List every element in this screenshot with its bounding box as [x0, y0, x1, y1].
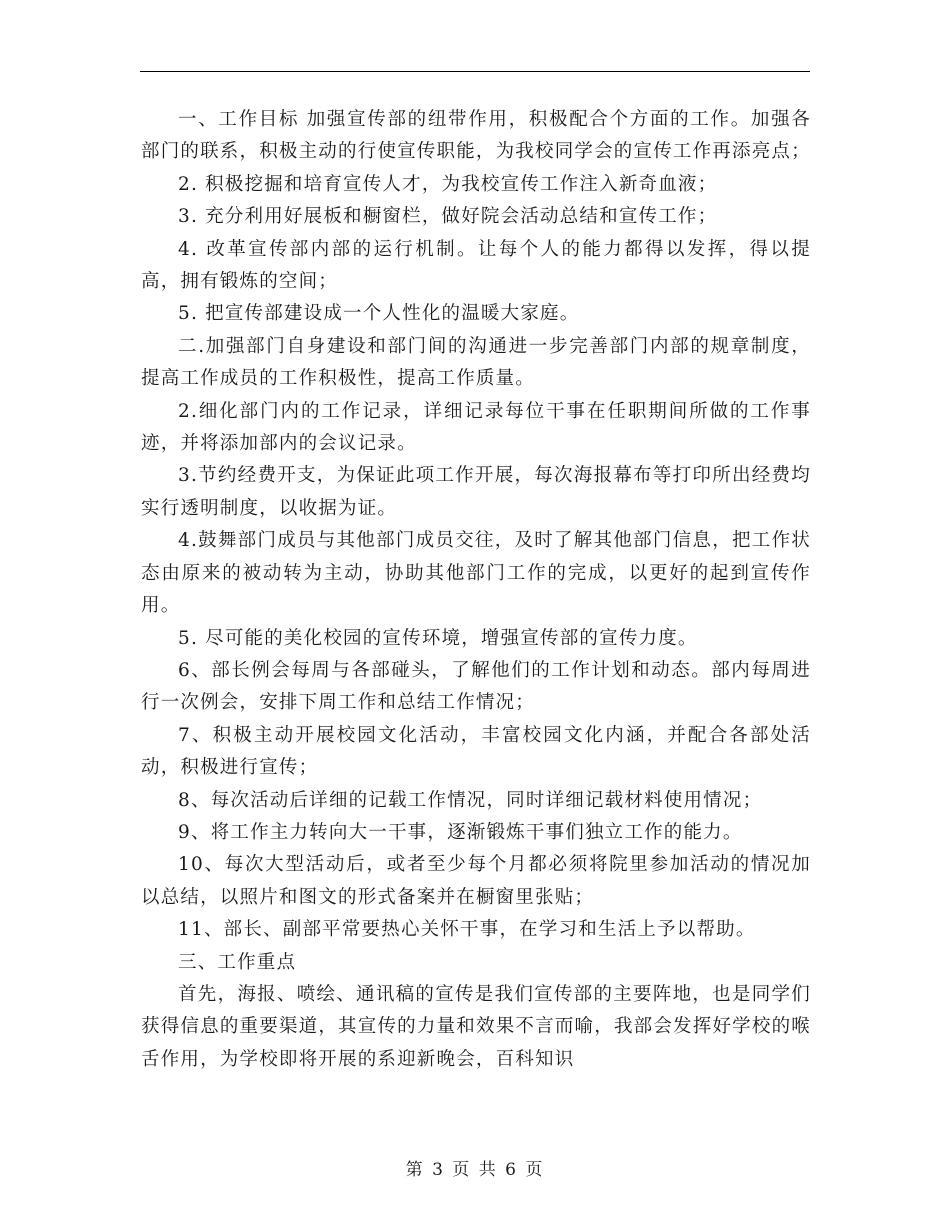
- page-footer: [0, 1155, 950, 1180]
- paragraph-item: 7、积极主动开展校园文化活动，丰富校园文化内涵，并配合各部处活动，积极进行宣传；: [141, 724, 811, 779]
- paragraph-item: 11、部长、副部平常要热心关怀干事，在学习和生活上予以帮助。: [178, 919, 756, 941]
- footer-prefix: 第: [405, 1160, 425, 1180]
- footer-suffix: 页: [525, 1160, 545, 1180]
- paragraph-item: 3.节约经费开支，为保证此项工作开展，每次海报幕布等打印所出经费均实行透明制度，以收据为证。: [141, 465, 811, 519]
- header-rule: [140, 71, 810, 72]
- paragraph-item: 9、将工作主力转向大一干事，逐渐锻炼干事们独立工作的能力。: [178, 821, 743, 843]
- paragraph-section-two: 二.加强部门自身建设和部门间的沟通进一步完善部门内部的规章制度，提高工作成员的工作积极性，提高工作质量。: [141, 335, 811, 390]
- footer-middle: 页 共: [452, 1160, 498, 1180]
- paragraph-item: 2. 积极挖掘和培育宣传人才，为我校宣传工作注入新奇血液；: [178, 173, 718, 195]
- paragraph-goal: 一、工作目标 加强宣传部的纽带作用，积极配合个方面的工作。加强各部门的联系，积极主动的行使宣传职能，为我校同学会的宣传工作再添亮点；: [141, 109, 811, 163]
- section-heading: 三、工作重点: [178, 951, 297, 973]
- paragraph-item: 8、每次活动后详细的记载工作情况，同时详细记载材料使用情况；: [178, 789, 763, 811]
- footer-total-pages: 6: [505, 1160, 518, 1180]
- paragraph-item: 3. 充分利用好展板和橱窗栏，做好院会活动总结和宣传工作；: [178, 206, 718, 228]
- paragraph-focus: 首先，海报、喷绘、通讯稿的宣传是我们宣传部的主要阵地，也是同学们获得信息的重要渠道，其宣传的力量和效果不言而喻，我部会发挥好学校的喉舌作用，为学校即将开展的系迎新晚会，百科知识: [141, 983, 811, 1070]
- paragraph-item: 4.鼓舞部门成员与其他部门成员交往，及时了解其他部门信息，把工作状态由原来的被动转为主动，协助其他部门工作的完成，以更好的起到宣传作用。: [141, 530, 811, 617]
- document-body: [141, 104, 811, 1076]
- paragraph-item: 2.细化部门内的工作记录，详细记录每位干事在任职期间所做的工作事迹，并将添加部内的会议记录。: [141, 400, 811, 455]
- paragraph-item: 10、每次大型活动后，或者至少每个月都必须将院里参加活动的情况加以总结，以照片和图文的形式备案并在橱窗里张贴；: [141, 854, 811, 908]
- paragraph-item: 5. 把宣传部建设成一个人性化的温暖大家庭。: [178, 303, 580, 325]
- paragraph-item: 5. 尽可能的美化校园的宣传环境，增强宣传部的宣传力度。: [178, 627, 698, 649]
- paragraph-item: 4. 改革宣传部内部的运行机制。让每个人的能力都得以发挥，得以提高，拥有锻炼的空间；: [141, 238, 811, 293]
- footer-current-page: 3: [432, 1160, 445, 1180]
- paragraph-item: 6、部长例会每周与各部碰头，了解他们的工作计划和动态。部内每周进行一次例会，安排下周工作和总结工作情况；: [141, 659, 811, 714]
